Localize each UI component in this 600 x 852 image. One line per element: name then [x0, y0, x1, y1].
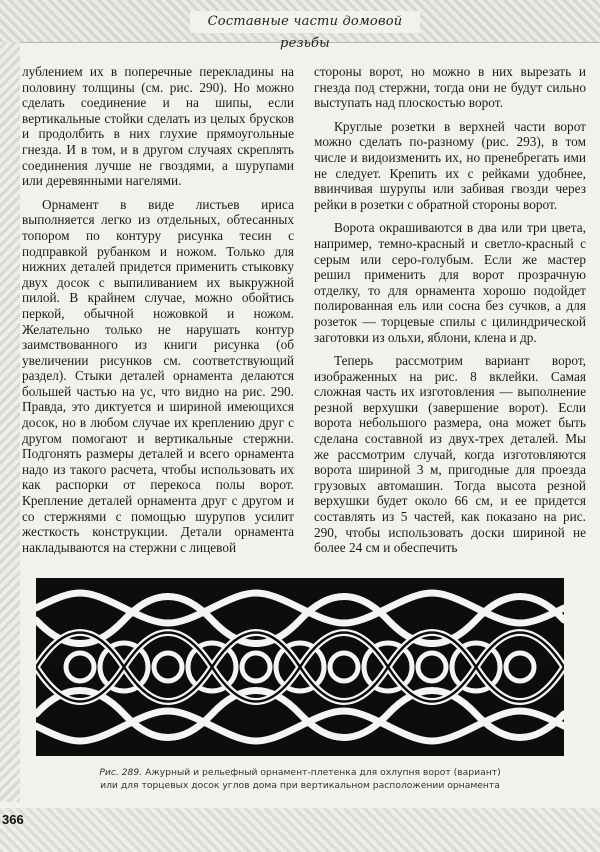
page-number: 366	[2, 812, 24, 827]
figure-caption	[70, 766, 530, 792]
braided-ornament-illustration	[36, 578, 564, 756]
paragraph: Ворота окрашиваются в два или три цвета, например, темно-красный и светло-красный с серым или серо-голубым. Если же мастер решил применить для ворот прозрачную отделку, то для орнамента хорошо подойдет полированная ель или сосна без сучков, а для розеток — торцевые спилы с цилиндрической заготовки из ольхи, яблони, клена и др.	[314, 220, 586, 345]
bottom-decorative-border	[0, 808, 600, 852]
running-header-title: Составные части домовой резьбы	[190, 11, 420, 33]
paragraph: лублением их в поперечные перекладины на половину толщины (см. рис. 290). Но можно сделать соединение и на шипы, если вертикальные стойки сделать из целых брусков и продолбить в них глухие прямоугольные гнезда. И в том, и в другом случаях скреплять соединения лучше не гвоздями, а шурупами или деревянными нагелями.	[22, 64, 294, 189]
paragraph: стороны ворот, но можно в них вырезать и гнезда под стержни, тогда они не будут сильно выступать над плоскостью ворот.	[314, 64, 586, 111]
figure-caption-line1: Ажурный и рельефный орнамент-плетенка для охлупня ворот (вариант)	[145, 767, 501, 778]
paragraph: Круглые розетки в верхней части ворот можно сделать по-разному (рис. 293), в том числе и видоизменить их, но пренебрегать ими не следует. Крепить их с рейками удобнее, ввинчивая шурупы или забивая гвозди через рейки в розетки с обратной стороны ворот.	[314, 118, 586, 212]
figure-caption-line2: или для торцевых досок углов дома при вертикальном расположении орнамента	[100, 780, 500, 791]
paragraph: Теперь рассмотрим вариант ворот, изображенных на рис. 8 вклейки. Самая сложная часть их изготовления — выполнение резной верхушки (завершение ворот). Если ворота небольшого размера, она может быть сделана составной из двух-трех деталей. Мы же рассмотрим случай, когда изготовляются ворота шириной 3 м, пригодные для проезда грузовых автомашин. Тогда высота резной верхушки будет около 66 см, и ее придется составлять из 5 частей, как показано на рис. 290, чтобы использовать доски шириной не более 24 см и обеспечить	[314, 353, 586, 556]
right-text-column	[314, 64, 586, 556]
ornament-figure	[36, 578, 564, 756]
page-header-border	[0, 0, 600, 51]
left-decorative-border	[0, 42, 20, 802]
figure-caption-label: Рис. 289.	[99, 767, 143, 778]
left-text-column	[22, 64, 294, 555]
paragraph: Орнамент в виде листьев ириса выполняется легко из отдельных, обтесанных топором по контуру рисунка тесин с подправкой рубанком и ножом. Только для нижних деталей придется применить стыковку двух досок с выпиливанием их выкружной пилой. В крайнем случае, можно обойтись перкой, обычной ножовкой и ножом. Желательно только не нарушать контур заимствованного из книги рисунка (об увеличении рисунков см. соответствующий раздел). Стыки деталей орнамента делаются большей частью на ус, что видно на рис. 290. Правда, это диктуется и шириной имеющихся досок, но в любом случае их креплению друг с другом помогают и вертикальные стержни. Подгонять размеры деталей и всего орнамента надо из такого расчета, чтобы использовать их как распорки от перекоса полы ворот. Крепление деталей орнамента друг с другом и со стержнями с помощью шурупов усилит жесткость конструкции. Детали орнамента накладываются на стержни с лицевой	[22, 196, 294, 555]
